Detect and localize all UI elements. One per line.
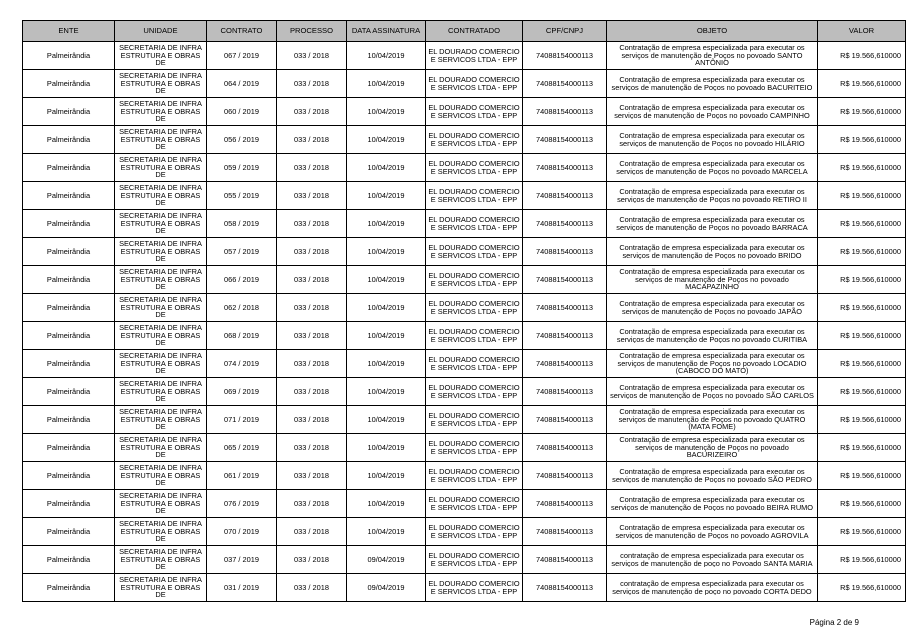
cell-processo: 033 / 2018 <box>277 42 347 70</box>
cell-contrato: 068 / 2019 <box>207 322 277 350</box>
cell-objeto <box>607 182 818 210</box>
cell-unidade-text: SECRETARIA DE INFRA ESTRUTURA E OBRAS DE <box>119 548 202 571</box>
cell-cpf-cnpj: 74088154000113 <box>523 154 607 182</box>
header-objeto: OBJETO <box>607 21 818 42</box>
cell-objeto-text: Contratação de empresa especializada para executar os serviços de manutenção de Poços no povoado CAMPINHO <box>614 103 810 120</box>
table-row <box>23 378 906 406</box>
cell-ente: Palmeirândia <box>23 182 115 210</box>
cell-data-assinatura: 10/04/2019 <box>347 70 426 98</box>
cell-contrato: 037 / 2019 <box>207 546 277 574</box>
cell-valor: R$ 19.566,610000 <box>818 70 906 98</box>
cell-unidade <box>115 406 207 434</box>
cell-data-assinatura: 10/04/2019 <box>347 126 426 154</box>
table-row <box>23 238 906 266</box>
cell-contrato: 070 / 2019 <box>207 518 277 546</box>
table-body <box>23 42 906 602</box>
cell-data-assinatura: 09/04/2019 <box>347 574 426 602</box>
header-contratado: CONTRATADO <box>426 21 523 42</box>
cell-contratado-text: EL DOURADO COMERCIO E SERVICOS LTDA - EPP <box>428 299 520 316</box>
cell-unidade-text: SECRETARIA DE INFRA ESTRUTURA E OBRAS DE <box>119 576 202 599</box>
cell-processo: 033 / 2018 <box>277 350 347 378</box>
cell-ente: Palmeirândia <box>23 490 115 518</box>
cell-cpf-cnpj: 74088154000113 <box>523 70 607 98</box>
cell-objeto-text: Contratação de empresa especializada para executar os serviços de manutenção de Poços no povoado LOCADIO (CABOCO DO MATO) <box>617 352 807 375</box>
cell-contratado-text: EL DOURADO COMERCIO E SERVICOS LTDA - EPP <box>428 103 520 120</box>
table-row <box>23 266 906 294</box>
cell-contratado <box>426 518 523 546</box>
cell-cpf-cnpj: 74088154000113 <box>523 350 607 378</box>
cell-valor: R$ 19.566,610000 <box>818 98 906 126</box>
cell-ente: Palmeirândia <box>23 350 115 378</box>
cell-objeto <box>607 238 818 266</box>
cell-objeto-text: Contratação de empresa especializada para executar os serviços de manutenção de Poços no povoado MACAPAZINHO <box>619 268 805 291</box>
cell-unidade-text: SECRETARIA DE INFRA ESTRUTURA E OBRAS DE <box>119 352 202 375</box>
cell-cpf-cnpj: 74088154000113 <box>523 266 607 294</box>
cell-valor: R$ 19.566,610000 <box>818 378 906 406</box>
table-row <box>23 574 906 602</box>
cell-objeto-text: Contratação de empresa especializada para executar os serviços de manutenção de Poços no povoado BACURIZEIRO <box>619 436 805 459</box>
header-contrato: CONTRATO <box>207 21 277 42</box>
cell-unidade <box>115 350 207 378</box>
cell-cpf-cnpj: 74088154000113 <box>523 322 607 350</box>
cell-processo: 033 / 2018 <box>277 126 347 154</box>
cell-cpf-cnpj: 74088154000113 <box>523 378 607 406</box>
cell-unidade-text: SECRETARIA DE INFRA ESTRUTURA E OBRAS DE <box>119 296 202 319</box>
cell-objeto-text: Contratação de empresa especializada para executar os serviços de manutenção de Poços no povoado BACURITEIO <box>611 75 813 92</box>
cell-contrato: 067 / 2019 <box>207 42 277 70</box>
cell-processo: 033 / 2018 <box>277 154 347 182</box>
cell-contratado <box>426 42 523 70</box>
cell-unidade <box>115 546 207 574</box>
cell-objeto-text: Contratação de empresa especializada para executar os serviços de manutenção de Poços no povoado JAPÃO <box>619 299 805 316</box>
cell-data-assinatura: 10/04/2019 <box>347 238 426 266</box>
cell-contratado-text: EL DOURADO COMERCIO E SERVICOS LTDA - EPP <box>428 47 520 64</box>
cell-contratado <box>426 322 523 350</box>
cell-objeto-text: Contratação de empresa especializada para executar os serviços de manutenção de Poços no povoado HILÁRIO <box>619 131 805 148</box>
cell-ente: Palmeirândia <box>23 210 115 238</box>
cell-ente: Palmeirândia <box>23 378 115 406</box>
cell-valor: R$ 19.566,610000 <box>818 210 906 238</box>
cell-objeto <box>607 574 818 602</box>
cell-contratado <box>426 490 523 518</box>
cell-unidade <box>115 378 207 406</box>
cell-ente: Palmeirândia <box>23 574 115 602</box>
cell-objeto-text: Contratação de empresa especializada para executar os serviços de manutenção de Poços no povoado BRIDO <box>619 243 805 260</box>
cell-contrato: 059 / 2019 <box>207 154 277 182</box>
cell-contratado-text: EL DOURADO COMERCIO E SERVICOS LTDA - EPP <box>428 355 520 372</box>
cell-processo: 033 / 2018 <box>277 378 347 406</box>
table-row <box>23 210 906 238</box>
table-row <box>23 70 906 98</box>
cell-ente: Palmeirândia <box>23 266 115 294</box>
cell-unidade <box>115 518 207 546</box>
cell-processo: 033 / 2018 <box>277 294 347 322</box>
header-ente: ENTE <box>23 21 115 42</box>
cell-valor: R$ 19.566,610000 <box>818 406 906 434</box>
cell-unidade-text: SECRETARIA DE INFRA ESTRUTURA E OBRAS DE <box>119 72 202 95</box>
table-row <box>23 182 906 210</box>
cell-valor: R$ 19.566,610000 <box>818 42 906 70</box>
cell-contratado <box>426 266 523 294</box>
cell-contratado-text: EL DOURADO COMERCIO E SERVICOS LTDA - EPP <box>428 495 520 512</box>
cell-unidade-text: SECRETARIA DE INFRA ESTRUTURA E OBRAS DE <box>119 520 202 543</box>
cell-objeto-text: Contratação de empresa especializada para executar os serviços de manutenção de Poços no povoado SÃO CARLOS <box>610 383 814 400</box>
cell-data-assinatura: 10/04/2019 <box>347 182 426 210</box>
cell-unidade <box>115 42 207 70</box>
cell-unidade-text: SECRETARIA DE INFRA ESTRUTURA E OBRAS DE <box>119 184 202 207</box>
cell-objeto <box>607 210 818 238</box>
cell-contrato: 062 / 2018 <box>207 294 277 322</box>
cell-valor: R$ 19.566,610000 <box>818 546 906 574</box>
cell-cpf-cnpj: 74088154000113 <box>523 182 607 210</box>
cell-contratado-text: EL DOURADO COMERCIO E SERVICOS LTDA - EPP <box>428 439 520 456</box>
cell-cpf-cnpj: 74088154000113 <box>523 546 607 574</box>
cell-objeto <box>607 294 818 322</box>
cell-contratado-text: EL DOURADO COMERCIO E SERVICOS LTDA - EPP <box>428 579 520 596</box>
cell-processo: 033 / 2018 <box>277 434 347 462</box>
cell-valor: R$ 19.566,610000 <box>818 154 906 182</box>
cell-unidade-text: SECRETARIA DE INFRA ESTRUTURA E OBRAS DE <box>119 128 202 151</box>
cell-unidade-text: SECRETARIA DE INFRA ESTRUTURA E OBRAS DE <box>119 156 202 179</box>
cell-unidade <box>115 210 207 238</box>
header-row <box>23 21 906 42</box>
cell-objeto <box>607 350 818 378</box>
cell-objeto-text: Contratação de empresa especializada para executar os serviços de manutenção de Poços no povoado RETIRO II <box>617 187 807 204</box>
table-row <box>23 546 906 574</box>
cell-unidade <box>115 574 207 602</box>
cell-data-assinatura: 10/04/2019 <box>347 294 426 322</box>
cell-processo: 033 / 2018 <box>277 182 347 210</box>
cell-data-assinatura: 10/04/2019 <box>347 406 426 434</box>
cell-ente: Palmeirândia <box>23 294 115 322</box>
cell-processo: 033 / 2018 <box>277 574 347 602</box>
cell-unidade-text: SECRETARIA DE INFRA ESTRUTURA E OBRAS DE <box>119 240 202 263</box>
cell-cpf-cnpj: 74088154000113 <box>523 294 607 322</box>
cell-objeto <box>607 406 818 434</box>
cell-ente: Palmeirândia <box>23 322 115 350</box>
cell-objeto <box>607 98 818 126</box>
cell-ente: Palmeirândia <box>23 434 115 462</box>
cell-contrato: 076 / 2019 <box>207 490 277 518</box>
cell-unidade-text: SECRETARIA DE INFRA ESTRUTURA E OBRAS DE <box>119 380 202 403</box>
cell-valor: R$ 19.566,610000 <box>818 490 906 518</box>
cell-contratado <box>426 154 523 182</box>
cell-unidade <box>115 70 207 98</box>
cell-contratado-text: EL DOURADO COMERCIO E SERVICOS LTDA - EPP <box>428 187 520 204</box>
cell-contratado-text: EL DOURADO COMERCIO E SERVICOS LTDA - EPP <box>428 159 520 176</box>
header-processo: PROCESSO <box>277 21 347 42</box>
cell-contratado <box>426 546 523 574</box>
cell-objeto-text: Contratação de empresa especializada para executar os serviços de manutenção de Poços no povoado QUATRO (MATA FOME) <box>618 408 806 431</box>
cell-contrato: 065 / 2019 <box>207 434 277 462</box>
cell-data-assinatura: 10/04/2019 <box>347 42 426 70</box>
header-valor: VALOR <box>818 21 906 42</box>
cell-ente: Palmeirândia <box>23 518 115 546</box>
cell-objeto-text: Contratação de empresa especializada para executar os serviços de manutenção de Poços no povoado BARRACA <box>616 215 808 232</box>
cell-contrato: 057 / 2019 <box>207 238 277 266</box>
cell-objeto <box>607 154 818 182</box>
cell-objeto-text: Contratação de empresa especializada para executar os serviços de manutenção de Poços no povoado SANTO ANTÔNIO <box>619 44 805 67</box>
cell-processo: 033 / 2018 <box>277 238 347 266</box>
cell-cpf-cnpj: 74088154000113 <box>523 406 607 434</box>
cell-data-assinatura: 10/04/2019 <box>347 98 426 126</box>
cell-contratado-text: EL DOURADO COMERCIO E SERVICOS LTDA - EPP <box>428 271 520 288</box>
cell-contratado-text: EL DOURADO COMERCIO E SERVICOS LTDA - EPP <box>428 551 520 568</box>
cell-processo: 033 / 2018 <box>277 98 347 126</box>
cell-objeto <box>607 434 818 462</box>
cell-processo: 033 / 2018 <box>277 70 347 98</box>
cell-data-assinatura: 10/04/2019 <box>347 378 426 406</box>
cell-ente: Palmeirândia <box>23 546 115 574</box>
cell-valor: R$ 19.566,610000 <box>818 126 906 154</box>
cell-unidade-text: SECRETARIA DE INFRA ESTRUTURA E OBRAS DE <box>119 100 202 123</box>
cell-data-assinatura: 10/04/2019 <box>347 350 426 378</box>
cell-valor: R$ 19.566,610000 <box>818 350 906 378</box>
cell-data-assinatura: 09/04/2019 <box>347 546 426 574</box>
cell-contrato: 064 / 2019 <box>207 70 277 98</box>
cell-contratado-text: EL DOURADO COMERCIO E SERVICOS LTDA - EPP <box>428 383 520 400</box>
cell-contratado-text: EL DOURADO COMERCIO E SERVICOS LTDA - EPP <box>428 131 520 148</box>
cell-data-assinatura: 10/04/2019 <box>347 210 426 238</box>
cell-data-assinatura: 10/04/2019 <box>347 434 426 462</box>
table-row <box>23 126 906 154</box>
cell-objeto <box>607 490 818 518</box>
cell-objeto-text: Contratação de empresa especializada para executar os serviços de manutenção de Poços no povoado MARCELA <box>616 159 808 176</box>
cell-objeto <box>607 126 818 154</box>
cell-unidade <box>115 490 207 518</box>
cell-data-assinatura: 10/04/2019 <box>347 490 426 518</box>
cell-contrato: 056 / 2019 <box>207 126 277 154</box>
cell-ente: Palmeirândia <box>23 406 115 434</box>
cell-valor: R$ 19.566,610000 <box>818 266 906 294</box>
cell-cpf-cnpj: 74088154000113 <box>523 574 607 602</box>
cell-unidade-text: SECRETARIA DE INFRA ESTRUTURA E OBRAS DE <box>119 324 202 347</box>
cell-unidade-text: SECRETARIA DE INFRA ESTRUTURA E OBRAS DE <box>119 492 202 515</box>
cell-unidade-text: SECRETARIA DE INFRA ESTRUTURA E OBRAS DE <box>119 212 202 235</box>
table-row <box>23 406 906 434</box>
cell-objeto-text: Contratação de empresa especializada para executar os serviços de manutenção de Poços no povoado AGROVILA <box>615 523 809 540</box>
table-row <box>23 98 906 126</box>
cell-unidade <box>115 126 207 154</box>
cell-data-assinatura: 10/04/2019 <box>347 518 426 546</box>
cell-contratado <box>426 70 523 98</box>
table-row <box>23 322 906 350</box>
cell-unidade-text: SECRETARIA DE INFRA ESTRUTURA E OBRAS DE <box>119 436 202 459</box>
cell-cpf-cnpj: 74088154000113 <box>523 210 607 238</box>
header-data-assinatura: DATA ASSINATURA <box>347 21 426 42</box>
cell-contratado <box>426 350 523 378</box>
page-number: Página 2 de 9 <box>809 618 859 627</box>
cell-contratado-text: EL DOURADO COMERCIO E SERVICOS LTDA - EPP <box>428 215 520 232</box>
cell-unidade <box>115 434 207 462</box>
cell-objeto-text: contratação de empresa especializada para executar os serviços de manutenção de poço no povoado CORTA DEDO <box>612 579 812 596</box>
cell-objeto <box>607 462 818 490</box>
table-row <box>23 294 906 322</box>
cell-contratado <box>426 210 523 238</box>
table-row <box>23 434 906 462</box>
cell-valor: R$ 19.566,610000 <box>818 462 906 490</box>
header-unidade: UNIDADE <box>115 21 207 42</box>
cell-cpf-cnpj: 74088154000113 <box>523 98 607 126</box>
cell-unidade <box>115 98 207 126</box>
header-cpf-cnpj: CPF/CNPJ <box>523 21 607 42</box>
cell-unidade <box>115 462 207 490</box>
cell-cpf-cnpj: 74088154000113 <box>523 518 607 546</box>
cell-ente: Palmeirândia <box>23 462 115 490</box>
cell-cpf-cnpj: 74088154000113 <box>523 434 607 462</box>
cell-contrato: 071 / 2019 <box>207 406 277 434</box>
cell-processo: 033 / 2018 <box>277 406 347 434</box>
cell-unidade <box>115 154 207 182</box>
cell-contratado-text: EL DOURADO COMERCIO E SERVICOS LTDA - EPP <box>428 467 520 484</box>
cell-cpf-cnpj: 74088154000113 <box>523 238 607 266</box>
cell-valor: R$ 19.566,610000 <box>818 434 906 462</box>
cell-data-assinatura: 10/04/2019 <box>347 154 426 182</box>
cell-contratado <box>426 406 523 434</box>
cell-contratado-text: EL DOURADO COMERCIO E SERVICOS LTDA - EPP <box>428 523 520 540</box>
table-row <box>23 518 906 546</box>
cell-objeto <box>607 42 818 70</box>
cell-contratado <box>426 182 523 210</box>
cell-valor: R$ 19.566,610000 <box>818 182 906 210</box>
cell-objeto <box>607 518 818 546</box>
cell-unidade <box>115 266 207 294</box>
cell-objeto-text: contratação de empresa especializada para executar os serviços de manutenção de poço no Povoado SANTA MARIA <box>611 551 813 568</box>
contracts-table <box>22 20 906 602</box>
cell-contratado-text: EL DOURADO COMERCIO E SERVICOS LTDA - EPP <box>428 411 520 428</box>
cell-ente: Palmeirândia <box>23 154 115 182</box>
cell-valor: R$ 19.566,610000 <box>818 238 906 266</box>
cell-processo: 033 / 2018 <box>277 462 347 490</box>
table-row <box>23 154 906 182</box>
cell-unidade <box>115 294 207 322</box>
cell-unidade <box>115 322 207 350</box>
cell-objeto <box>607 322 818 350</box>
cell-contratado <box>426 434 523 462</box>
cell-contrato: 074 / 2019 <box>207 350 277 378</box>
cell-valor: R$ 19.566,610000 <box>818 322 906 350</box>
table-row <box>23 350 906 378</box>
cell-processo: 033 / 2018 <box>277 490 347 518</box>
cell-contrato: 061 / 2019 <box>207 462 277 490</box>
cell-objeto <box>607 266 818 294</box>
cell-contratado <box>426 574 523 602</box>
cell-processo: 033 / 2018 <box>277 322 347 350</box>
cell-objeto-text: Contratação de empresa especializada para executar os serviços de manutenção de Poços no povoado CURITIBA <box>616 327 808 344</box>
cell-ente: Palmeirândia <box>23 42 115 70</box>
cell-contrato: 058 / 2019 <box>207 210 277 238</box>
cell-ente: Palmeirândia <box>23 98 115 126</box>
cell-data-assinatura: 10/04/2019 <box>347 322 426 350</box>
cell-valor: R$ 19.566,610000 <box>818 294 906 322</box>
cell-ente: Palmeirândia <box>23 70 115 98</box>
cell-objeto-text: Contratação de empresa especializada para executar os serviços de manutenção de Poços no povoado BEIRA RUMO <box>610 495 814 512</box>
cell-contratado <box>426 126 523 154</box>
cell-contrato: 066 / 2019 <box>207 266 277 294</box>
cell-processo: 033 / 2018 <box>277 210 347 238</box>
cell-contratado <box>426 98 523 126</box>
cell-unidade-text: SECRETARIA DE INFRA ESTRUTURA E OBRAS DE <box>119 268 202 291</box>
cell-valor: R$ 19.566,610000 <box>818 518 906 546</box>
cell-objeto <box>607 70 818 98</box>
cell-processo: 033 / 2018 <box>277 518 347 546</box>
cell-objeto <box>607 546 818 574</box>
cell-unidade <box>115 238 207 266</box>
cell-cpf-cnpj: 74088154000113 <box>523 490 607 518</box>
cell-cpf-cnpj: 74088154000113 <box>523 462 607 490</box>
table-row <box>23 490 906 518</box>
cell-contratado <box>426 294 523 322</box>
cell-contratado-text: EL DOURADO COMERCIO E SERVICOS LTDA - EPP <box>428 243 520 260</box>
table-row <box>23 462 906 490</box>
cell-cpf-cnpj: 74088154000113 <box>523 42 607 70</box>
cell-contratado-text: EL DOURADO COMERCIO E SERVICOS LTDA - EPP <box>428 75 520 92</box>
cell-data-assinatura: 10/04/2019 <box>347 266 426 294</box>
cell-ente: Palmeirândia <box>23 238 115 266</box>
cell-contrato: 060 / 2019 <box>207 98 277 126</box>
cell-cpf-cnpj: 74088154000113 <box>523 126 607 154</box>
cell-contrato: 031 / 2019 <box>207 574 277 602</box>
cell-unidade-text: SECRETARIA DE INFRA ESTRUTURA E OBRAS DE <box>119 464 202 487</box>
cell-unidade-text: SECRETARIA DE INFRA ESTRUTURA E OBRAS DE <box>119 408 202 431</box>
cell-objeto <box>607 378 818 406</box>
cell-unidade <box>115 182 207 210</box>
cell-processo: 033 / 2018 <box>277 266 347 294</box>
cell-contratado-text: EL DOURADO COMERCIO E SERVICOS LTDA - EPP <box>428 327 520 344</box>
cell-contratado <box>426 378 523 406</box>
cell-valor: R$ 19.566,610000 <box>818 574 906 602</box>
cell-contratado <box>426 462 523 490</box>
cell-contrato: 055 / 2019 <box>207 182 277 210</box>
table-row <box>23 42 906 70</box>
cell-unidade-text: SECRETARIA DE INFRA ESTRUTURA E OBRAS DE <box>119 44 202 67</box>
cell-contratado <box>426 238 523 266</box>
cell-processo: 033 / 2018 <box>277 546 347 574</box>
cell-objeto-text: Contratação de empresa especializada para executar os serviços de manutenção de Poços no povoado SÃO PEDRO <box>612 467 812 484</box>
cell-data-assinatura: 10/04/2019 <box>347 462 426 490</box>
cell-contrato: 069 / 2019 <box>207 378 277 406</box>
cell-ente: Palmeirândia <box>23 126 115 154</box>
